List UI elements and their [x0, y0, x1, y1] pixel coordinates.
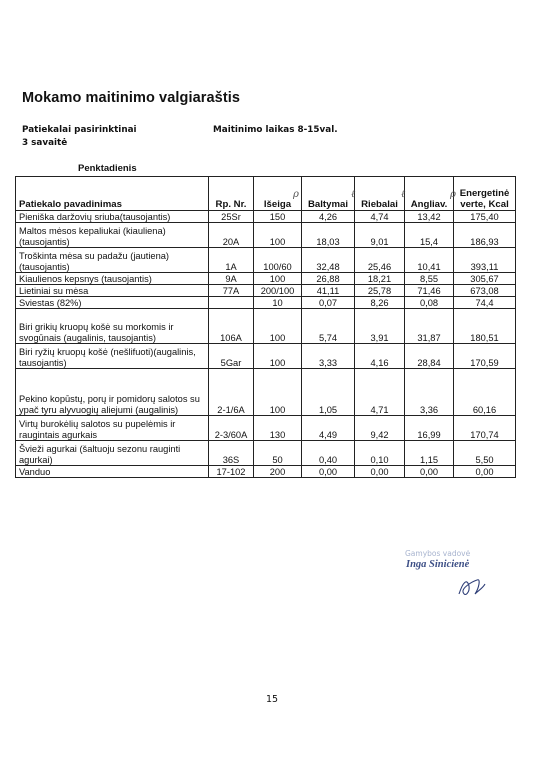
table-row [16, 285, 516, 297]
header-angliav: Angliav. [405, 177, 454, 211]
cell-angliav: 8,55 [405, 273, 454, 285]
cell-angliav: 31,87 [405, 309, 454, 344]
cell-baltymai: 3,33 [302, 344, 355, 369]
table-row [16, 223, 516, 248]
table-row [16, 369, 516, 416]
cell-rp: 17-102 [209, 466, 254, 478]
cell-baltymai: 1,05 [302, 369, 355, 416]
handwritten-tick: ℓ [401, 189, 406, 200]
cell-angliav: 10,41 [405, 248, 454, 273]
header-baltymai: Baltymai [302, 177, 355, 211]
page-number: 15 [265, 694, 279, 705]
cell-energy: 673,08 [454, 285, 516, 297]
cell-rp: 36S [209, 441, 254, 466]
cell-iseiga: 100/60 [254, 248, 302, 273]
cell-name: Kiaulienos kepsnys (tausojantis) [16, 273, 209, 285]
cell-baltymai: 41,11 [302, 285, 355, 297]
table-header-row [16, 177, 516, 211]
header-iseiga: Išeiga [254, 177, 302, 211]
cell-iseiga: 100 [254, 344, 302, 369]
cell-rp: 2-3/60A [209, 416, 254, 441]
cell-baltymai: 0,40 [302, 441, 355, 466]
cell-energy: 170,74 [454, 416, 516, 441]
header-rp: Rp. Nr. [209, 177, 254, 211]
cell-name: Švieži agurkai (šaltuoju sezonu rauginti agurkai) [16, 441, 209, 466]
cell-riebalai: 9,01 [355, 223, 405, 248]
cell-riebalai: 0,00 [355, 466, 405, 478]
cell-riebalai: 25,78 [355, 285, 405, 297]
cell-energy: 170,59 [454, 344, 516, 369]
cell-riebalai: 25,46 [355, 248, 405, 273]
header-energy: Energetinė verte, Kcal [454, 177, 516, 211]
cell-iseiga: 50 [254, 441, 302, 466]
cell-rp: 9A [209, 273, 254, 285]
cell-angliav: 0,08 [405, 297, 454, 309]
cell-riebalai: 4,71 [355, 369, 405, 416]
cell-baltymai: 26,88 [302, 273, 355, 285]
cell-energy: 74,4 [454, 297, 516, 309]
cell-energy: 0,00 [454, 466, 516, 478]
table-row [16, 211, 516, 223]
cell-name: Lietiniai su mėsa [16, 285, 209, 297]
cell-angliav: 71,46 [405, 285, 454, 297]
document-title: Mokamo maitinimo valgiaraštis [22, 90, 241, 106]
menu-table-body [16, 211, 516, 478]
cell-riebalai: 8,26 [355, 297, 405, 309]
stamp-name: Inga Sinicienė [406, 559, 470, 570]
cell-baltymai: 32,48 [302, 248, 355, 273]
cell-angliav: 13,42 [405, 211, 454, 223]
cell-angliav: 0,00 [405, 466, 454, 478]
table-row [16, 344, 516, 369]
cell-angliav: 28,84 [405, 344, 454, 369]
cell-energy: 5,50 [454, 441, 516, 466]
stamp-role: Gamybos vadovė [405, 549, 471, 558]
cell-rp: 106A [209, 309, 254, 344]
cell-angliav: 1,15 [405, 441, 454, 466]
header-name: Patiekalo pavadinimas [16, 177, 209, 211]
cell-iseiga: 10 [254, 297, 302, 309]
cell-name: Biri grikių kruopų košė su morkomis ir svogūnais (augalinis, tausojantis) [16, 309, 209, 344]
table-row [16, 297, 516, 309]
cell-name: Vanduo [16, 466, 209, 478]
cell-iseiga: 100 [254, 273, 302, 285]
subtitle-dishes: Patiekalai pasirinktinai [22, 125, 137, 135]
cell-riebalai: 4,74 [355, 211, 405, 223]
table-row [16, 309, 516, 344]
cell-energy: 180,51 [454, 309, 516, 344]
table-row [16, 441, 516, 466]
weekday-label: Penktadienis [78, 163, 137, 174]
cell-riebalai: 18,21 [355, 273, 405, 285]
cell-energy: 186,93 [454, 223, 516, 248]
cell-riebalai: 9,42 [355, 416, 405, 441]
cell-baltymai: 4,49 [302, 416, 355, 441]
cell-rp: 25Sr [209, 211, 254, 223]
cell-name: Biri ryžių kruopų košė (nešlifuoti)(augalinis, tausojantis) [16, 344, 209, 369]
table-row [16, 466, 516, 478]
handwritten-tick: ρ [450, 189, 456, 200]
cell-rp: 2-1/6A [209, 369, 254, 416]
cell-rp: 5Gar [209, 344, 254, 369]
cell-rp: 77A [209, 285, 254, 297]
serving-hours: Maitinimo laikas 8-15val. [213, 125, 338, 135]
cell-rp: 20A [209, 223, 254, 248]
cell-name: Maltos mėsos kepaliukai (kiauliena)(tausojantis) [16, 223, 209, 248]
cell-name: Sviestas (82%) [16, 297, 209, 309]
cell-iseiga: 100 [254, 309, 302, 344]
cell-baltymai: 0,07 [302, 297, 355, 309]
cell-angliav: 16,99 [405, 416, 454, 441]
cell-baltymai: 5,74 [302, 309, 355, 344]
cell-name: Virtų burokėlių salotos su pupelėmis ir raugintais agurkais [16, 416, 209, 441]
cell-rp: 1A [209, 248, 254, 273]
cell-riebalai: 3,91 [355, 309, 405, 344]
signature-mark [455, 572, 489, 602]
cell-angliav: 15,4 [405, 223, 454, 248]
header-riebalai: Riebalai [355, 177, 405, 211]
cell-energy: 393,11 [454, 248, 516, 273]
cell-iseiga: 100 [254, 223, 302, 248]
cell-name: Troškinta mėsa su padažu (jautiena) (tausojantis) [16, 248, 209, 273]
cell-baltymai: 4,26 [302, 211, 355, 223]
menu-table [15, 176, 516, 478]
table-row [16, 248, 516, 273]
cell-iseiga: 130 [254, 416, 302, 441]
cell-riebalai: 4,16 [355, 344, 405, 369]
handwritten-tick: ρ [293, 189, 299, 200]
cell-iseiga: 200 [254, 466, 302, 478]
table-row [16, 273, 516, 285]
cell-iseiga: 150 [254, 211, 302, 223]
cell-angliav: 3,36 [405, 369, 454, 416]
subtitle-week: 3 savaitė [22, 138, 68, 148]
cell-baltymai: 18,03 [302, 223, 355, 248]
table-row [16, 416, 516, 441]
cell-riebalai: 0,10 [355, 441, 405, 466]
cell-rp [209, 297, 254, 309]
cell-energy: 60,16 [454, 369, 516, 416]
cell-name: Pieniška daržovių sriuba(tausojantis) [16, 211, 209, 223]
cell-iseiga: 100 [254, 369, 302, 416]
cell-iseiga: 200/100 [254, 285, 302, 297]
cell-energy: 175,40 [454, 211, 516, 223]
cell-name: Pekino kopūstų, porų ir pomidorų salotos su ypač tyru alyvuogių aliejumi (augalinis) [16, 369, 209, 416]
cell-energy: 305,67 [454, 273, 516, 285]
handwritten-tick: ℓ [351, 189, 356, 200]
cell-baltymai: 0,00 [302, 466, 355, 478]
